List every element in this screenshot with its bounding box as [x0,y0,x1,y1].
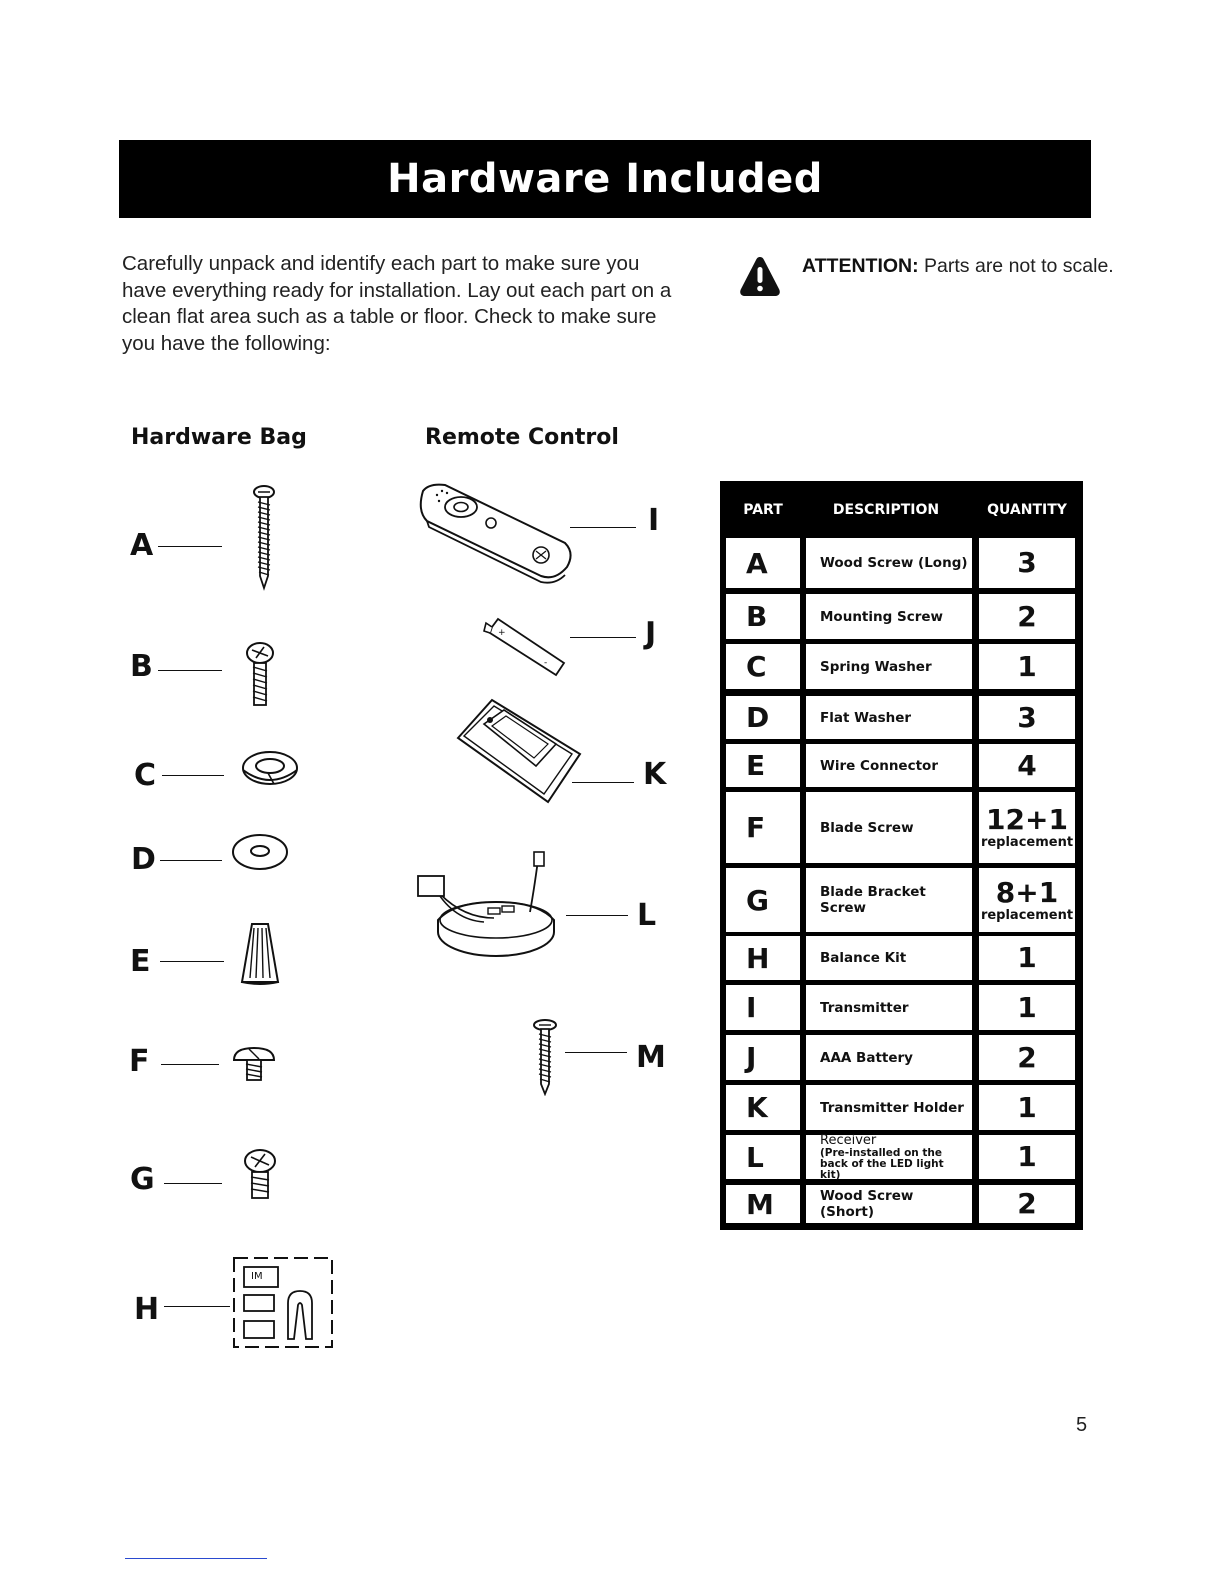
header-banner [119,140,1091,218]
cell-part: B [726,594,800,639]
transmitter-holder-icon [452,694,584,806]
part-label-c: C [134,758,157,793]
attention-label: ATTENTION: [802,255,919,277]
quantity-value: 2 [1017,1040,1037,1074]
svg-text:+: + [498,628,506,638]
cell-quantity [979,644,1075,689]
cell-quantity [979,792,1075,863]
leader-line [565,1052,627,1053]
balance-kit-tag: IM [251,1271,263,1282]
cell-quantity [979,1085,1075,1130]
quantity-value: 1 [1017,990,1037,1024]
header-description: DESCRIPTION [832,502,940,518]
cell-part: J [726,1035,800,1080]
description-note: (Pre-installed on the back of the LED light kit) [820,1147,944,1181]
cell-part: E [726,744,800,787]
cell-part: G [726,868,800,932]
part-label-h: H [134,1292,160,1327]
attention-text: Parts are not to scale. [918,255,1114,277]
part-label-l: L [637,898,657,933]
cell-quantity [979,1135,1075,1179]
cell-description: Balance Kit [806,936,972,980]
header-part: PART [743,502,783,518]
cell-description: Wood Screw (Short) [806,1185,972,1223]
quantity-value: 3 [1017,546,1037,579]
part-label-e: E [130,944,151,979]
cell-part: H [726,936,800,980]
intro-text: Carefully unpack and identify each part to make sure you have everything ready for installation. Lay out each part on a clean flat area such as a table or floor. Check to make sure you have the following: [122,252,672,355]
leader-line [164,1306,230,1307]
aaa-battery-icon [478,613,568,683]
quantity-value: 4 [1017,748,1037,782]
part-label-d: D [131,842,156,877]
short-wood-screw-icon [530,1018,560,1096]
warning-icon [738,254,782,298]
cell-part: I [726,985,800,1030]
quantity-value: 8+1 [995,875,1059,909]
quantity-value: 2 [1017,599,1037,633]
hardware-bag-heading: Hardware Bag [131,425,307,450]
part-label-b: B [130,649,153,684]
cell-quantity [979,985,1075,1030]
cell-description: Transmitter Holder [806,1085,972,1130]
spring-washer-icon [240,748,300,788]
leader-line [160,961,224,962]
description-main: Receiver [820,1133,877,1148]
page-title: Hardware Included [387,156,823,202]
attention-note [802,255,1114,278]
cell-description: AAA Battery [806,1035,972,1080]
cell-quantity [979,538,1075,588]
quantity-value: 1 [1017,1090,1037,1124]
flat-washer-icon [231,832,289,872]
cell-quantity [979,1035,1075,1080]
cell-description: Spring Washer [806,644,972,689]
long-wood-screw-icon [246,484,282,592]
cell-part: K [726,1085,800,1130]
cell-part: F [726,792,800,863]
leader-line [570,637,636,638]
remote-control-heading: Remote Control [425,425,619,450]
part-label-j: J [645,616,657,651]
cell-quantity [979,868,1075,932]
page-number: 5 [1076,1414,1088,1436]
header-quantity: QUANTITY [987,502,1067,518]
balance-kit-icon [230,1255,336,1351]
cell-description: Blade Screw [806,792,972,863]
blade-bracket-screw-icon [240,1148,280,1202]
cell-description: Wire Connector [806,744,972,787]
receiver-icon [414,850,564,962]
part-label-a: A [130,528,154,563]
cell-quantity [979,1185,1075,1223]
quantity-value: 1 [1017,1140,1037,1173]
cell-description: Blade Bracket Screw [806,868,972,932]
leader-line [158,546,222,547]
cell-quantity [979,696,1075,739]
leader-line [158,670,222,671]
cell-quantity [979,594,1075,639]
leader-line [566,915,628,916]
leader-line [570,527,636,528]
cell-description: Transmitter [806,985,972,1030]
cell-part: M [726,1185,800,1223]
cell-description [806,1135,972,1179]
part-label-g: G [130,1162,155,1197]
leader-line [160,860,222,861]
part-label-k: K [643,757,667,792]
parts-table [720,481,1083,1230]
quantity-note: replacement [980,835,1074,850]
quantity-value: 1 [1017,649,1037,683]
cell-part: C [726,644,800,689]
part-label-m: M [636,1040,666,1075]
transmitter-icon [415,481,575,586]
leader-line [164,1183,222,1184]
part-label-i: I [648,503,660,538]
cell-description: Flat Washer [806,696,972,739]
cell-description: Wood Screw (Long) [806,538,972,588]
mounting-screw-icon [242,641,278,709]
cell-description: Mounting Screw [806,594,972,639]
quantity-value: 3 [1017,700,1037,734]
leader-line [161,1064,219,1065]
quantity-note: replacement [980,907,1074,923]
quantity-value: 12+1 [986,803,1068,836]
cell-part: A [726,538,800,588]
cell-part: D [726,696,800,739]
wire-connector-icon [238,920,282,986]
footer-divider [125,1558,267,1559]
quantity-value: 2 [1017,1187,1037,1220]
quantity-value: 1 [1017,941,1037,974]
leader-line [162,775,224,776]
cell-quantity [979,936,1075,980]
cell-part: L [726,1135,800,1179]
leader-line [572,782,634,783]
blade-screw-icon [231,1045,277,1083]
svg-text:-: - [544,658,548,668]
part-label-f: F [129,1044,150,1079]
cell-quantity [979,744,1075,787]
